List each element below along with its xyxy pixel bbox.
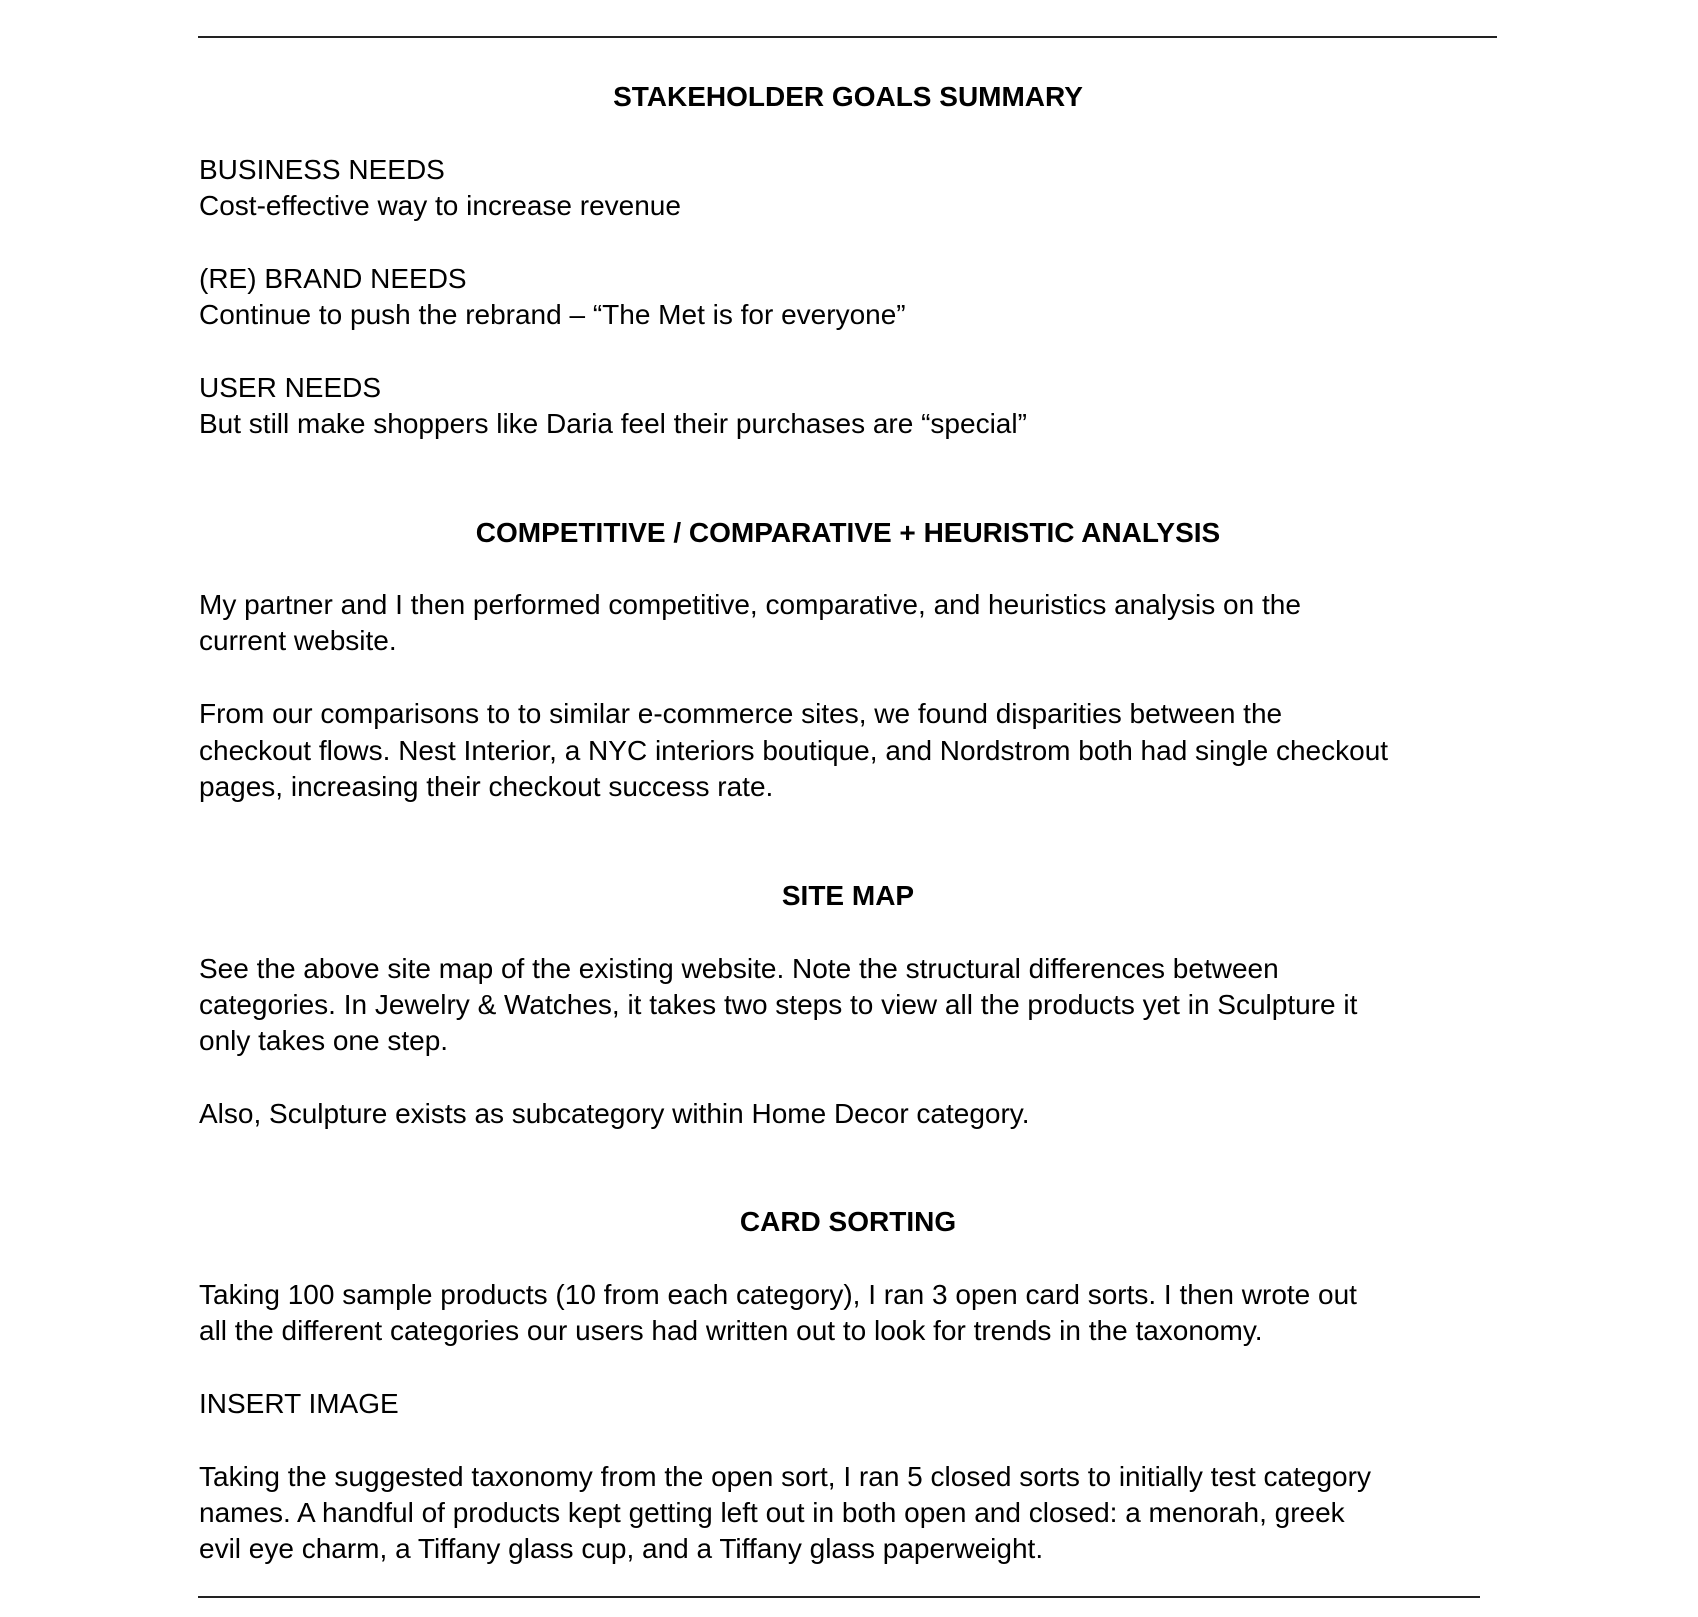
paragraph-line: From our comparisons to to similar e-commerce sites, we found disparities between the <box>199 698 1283 729</box>
section-heading: COMPETITIVE / COMPARATIVE + HEURISTIC ANALYSIS <box>475 517 1221 548</box>
paragraph-line: all the different categories our users had written out to look for trends in the taxonomy. <box>199 1315 1263 1346</box>
section-heading: STAKEHOLDER GOALS SUMMARY <box>613 81 1083 112</box>
image-placeholder-text: INSERT IMAGE <box>199 1388 399 1419</box>
paragraph-line: current website. <box>199 625 397 656</box>
business-needs-label: BUSINESS NEEDS <box>199 154 445 185</box>
business-needs-text: Cost-effective way to increase revenue <box>199 190 681 221</box>
paragraph-line: categories. In Jewelry & Watches, it takes two steps to view all the products yet in Sculpture it <box>199 989 1358 1020</box>
paragraph-line: only takes one step. <box>199 1025 449 1056</box>
paragraph-line: See the above site map of the existing website. Note the structural differences between <box>199 953 1279 984</box>
brand-needs-text: Continue to push the rebrand – “The Met is for everyone” <box>199 299 906 330</box>
paragraph-line: Taking 100 sample products (10 from each category), I ran 3 open card sorts. I then wrote out <box>199 1279 1357 1310</box>
paragraph-line: checkout flows. Nest Interior, a NYC interiors boutique, and Nordstrom both had single checkout <box>199 735 1389 766</box>
paragraph-line: evil eye charm, a Tiffany glass cup, and a Tiffany glass paperweight. <box>199 1533 1044 1564</box>
bottom-divider <box>198 1596 1480 1598</box>
paragraph-line: pages, increasing their checkout success rate. <box>199 771 774 802</box>
paragraph-line: Also, Sculpture exists as subcategory within Home Decor category. <box>199 1098 1030 1129</box>
paragraph-line: Taking the suggested taxonomy from the open sort, I ran 5 closed sorts to initially test category <box>199 1461 1371 1492</box>
brand-needs-label: (RE) BRAND NEEDS <box>199 263 467 294</box>
top-divider <box>198 36 1497 38</box>
paragraph-line: names. A handful of products kept getting left out in both open and closed: a menorah, greek <box>199 1497 1345 1528</box>
user-needs-label: USER NEEDS <box>199 372 382 403</box>
user-needs-text: But still make shoppers like Daria feel their purchases are “special” <box>199 408 1027 439</box>
paragraph-line: My partner and I then performed competitive, comparative, and heuristics analysis on the <box>199 589 1301 620</box>
section-heading: CARD SORTING <box>739 1206 957 1237</box>
section-heading: SITE MAP <box>781 880 915 911</box>
